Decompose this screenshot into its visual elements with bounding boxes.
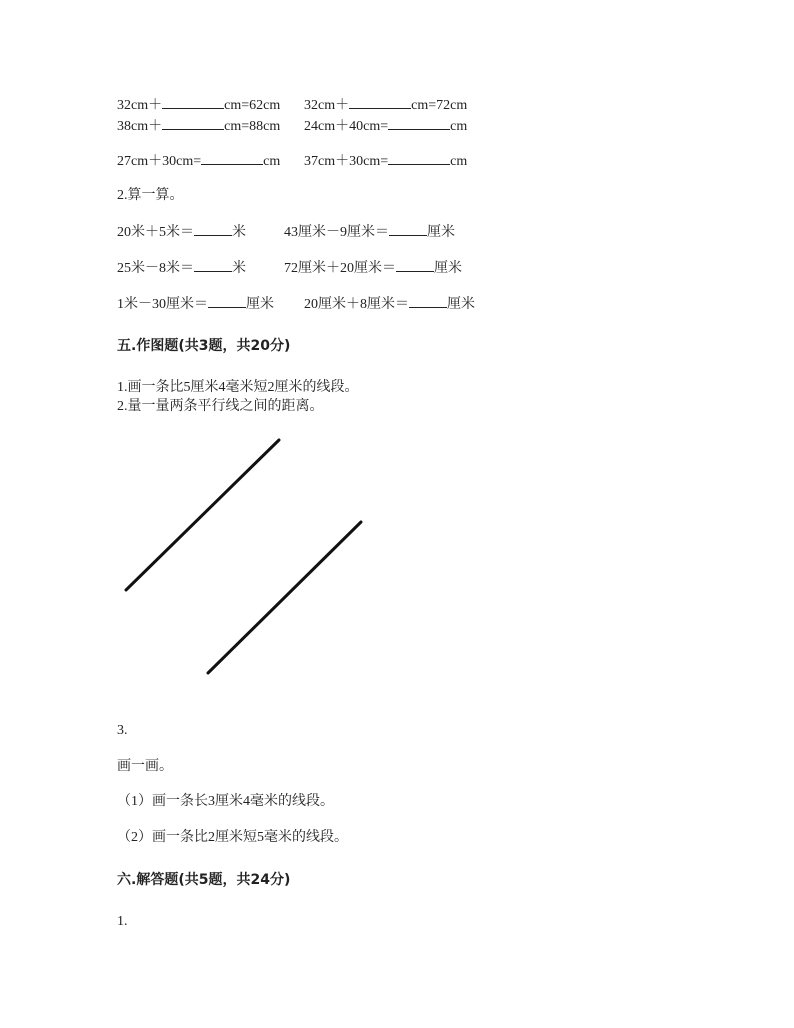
calc-3-left: 25米－8米＝	[117, 261, 194, 276]
problem-cm-2-left: 32cm＋	[304, 98, 350, 113]
calc-2-left: 43厘米－9厘米＝	[284, 225, 389, 240]
problem-cm-4-left: 24cm＋40cm=	[304, 119, 389, 134]
problem-cm-6-left: 37cm＋30cm=	[304, 154, 389, 169]
problem-cm-1-right: cm=62cm	[224, 98, 281, 113]
parallel-line-2	[208, 522, 361, 673]
s5-question-2: 2.量一量两条平行线之间的距离。	[117, 399, 324, 414]
problem-cm-2-right: cm=72cm	[411, 98, 468, 113]
problem-cm-4-right: cm	[450, 119, 468, 134]
problem-cm-5-left: 27cm＋30cm=	[117, 154, 202, 169]
s6-question-1-number: 1.	[117, 914, 128, 929]
problem-cm-3-left: 38cm＋	[117, 119, 163, 134]
question-2-title: 2.算一算。	[117, 188, 184, 203]
problem-cm-5-right: cm	[263, 154, 281, 169]
section-5-title: 五.作图题(共3题，共20分)	[117, 338, 291, 354]
calc-4-right: 厘米	[434, 261, 462, 276]
s5-question-3-number: 3.	[117, 723, 128, 738]
calc-6-right: 厘米	[447, 297, 475, 312]
section-6-title: 六.解答题(共5题，共24分)	[117, 872, 291, 888]
problem-cm-3-right: cm=88cm	[224, 119, 281, 134]
problem-cm-6-right: cm	[450, 154, 468, 169]
calc-3-right: 米	[232, 261, 246, 276]
calc-1-left: 20米＋5米＝	[117, 225, 194, 240]
problem-cm-1-left: 32cm＋	[117, 98, 163, 113]
parallel-line-1	[126, 440, 279, 590]
s5-question-1: 1.画一条比5厘米4毫米短2厘米的线段。	[117, 380, 359, 395]
s5-question-3-b: （2）画一条比2厘米短5毫米的线段。	[117, 830, 348, 845]
calc-1-right: 米	[232, 225, 246, 240]
calc-5-right: 厘米	[246, 297, 274, 312]
s5-question-3-a: （1）画一条长3厘米4毫米的线段。	[117, 794, 334, 809]
s5-question-3-title: 画一画。	[117, 759, 173, 774]
calc-4-left: 72厘米＋20厘米＝	[284, 261, 396, 276]
calc-6-left: 20厘米＋8厘米＝	[304, 297, 409, 312]
calc-2-right: 厘米	[427, 225, 455, 240]
calc-5-left: 1米－30厘米＝	[117, 297, 208, 312]
